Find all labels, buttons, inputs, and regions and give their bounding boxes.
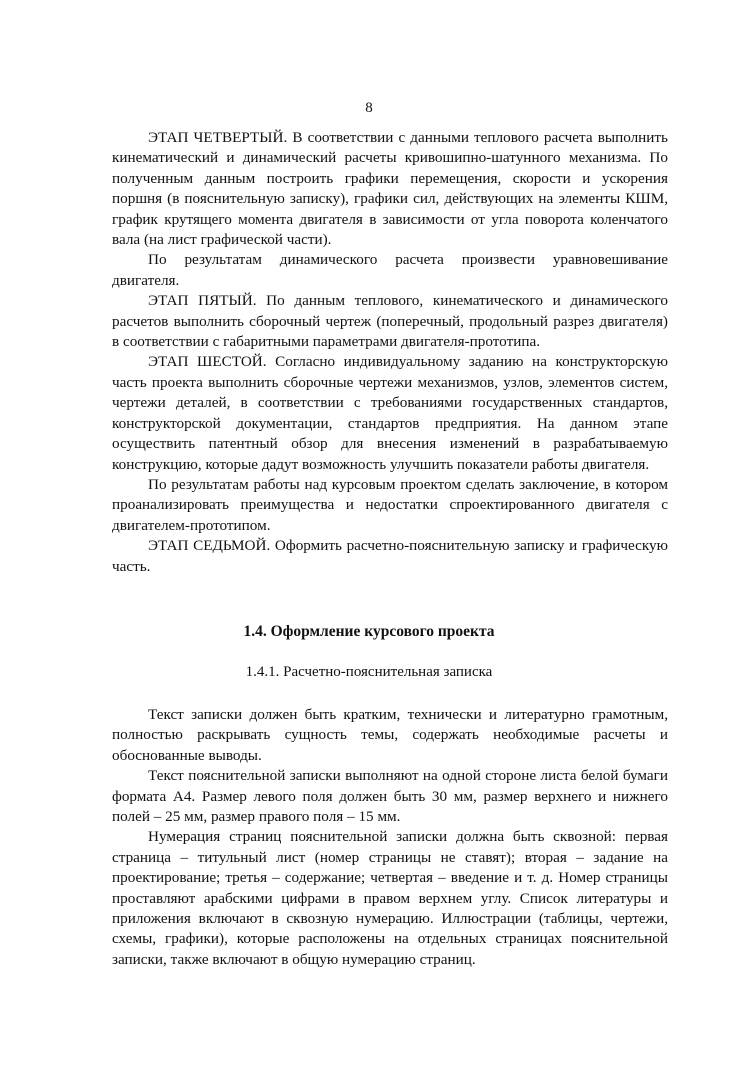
stage-six-paragraph: ЭТАП ШЕСТОЙ. Согласно индивидуальному заданию на конструкторскую часть проекта выполнить сборочные чертежи механизмов, узлов, элементов систем, чертежи деталей, в соответствии с требованиями государственных стандартов, конструкторской документации, стандартов предприятия. На данном этапе осуществить патентный обзор для внесения изменений в разрабатываемую конструкцию, которые дадут возможность улучшить показатели работы двигателя.: [112, 353, 668, 473]
stage-four-paragraph: ЭТАП ЧЕТВЕРТЫЙ. В соответствии с данными теплового расчета выполнить кинематический и динамический расчеты кривошипно-шатунного механизма. По полученным данным построить графики перемещения, скорости и ускорения поршня (в пояснительную записку), графики сил, действующих на элементы КШМ, график крутящего момента двигателя в зависимости от угла поворота коленчатого вала (на лист графической части).: [112, 129, 668, 249]
section-heading: 1.4. Оформление курсового проекта: [243, 623, 495, 640]
page-number: 8: [365, 100, 373, 116]
subsection-heading: 1.4.1. Расчетно-пояснительная записка: [245, 664, 493, 680]
page-numbering-paragraph: Нумерация страниц пояснительной записки должна быть сквозной: первая страница – титульный лист (номер страницы не ставят); вторая – задание на проектирование; третья – содержание; четвертая – введение и т. д. Номер страницы проставляют арабскими цифрами в правом верхнем углу. Список литературы и приложения включают в сквозную нумерацию. Иллюстрации (таблицы, чертежи, схемы, графики), которые расположены на отдельных страницах пояснительной записки, также включают в общую нумерацию страниц.: [112, 828, 668, 968]
stage-five-paragraph: ЭТАП ПЯТЫЙ. По данным теплового, кинематического и динамического расчетов выполнить сборочный чертеж (поперечный, продольный разрез двигателя) в соответствии с габаритными параметрами двигателя-прототипа.: [112, 292, 668, 351]
stages-text-block: [112, 128, 668, 577]
stage-seven-paragraph: ЭТАП СЕДЬМОЙ. Оформить расчетно-пояснительную записку и графическую часть.: [112, 537, 668, 575]
page-format-paragraph: Текст пояснительной записки выполняют на одной стороне листа белой бумаги формата А4. Размер левого поля должен быть 30 мм, размер верхнего и нижнего полей – 25 мм, размер правого поля – 15 мм.: [112, 767, 668, 826]
conclusion-paragraph: По результатам работы над курсовым проектом сделать заключение, в котором проанализировать преимущества и недостатки спроектированного двигателя с двигателем-прототипом.: [112, 475, 668, 534]
balancing-paragraph: По результатам динамического расчета произвести уравновешивание двигателя.: [112, 251, 668, 289]
note-rules-text-block: [112, 705, 668, 970]
note-text-paragraph: Текст записки должен быть кратким, технически и литературно грамотным, полностью раскрывать сущность темы, содержать необходимые расчеты и обоснованные выводы.: [112, 706, 668, 764]
